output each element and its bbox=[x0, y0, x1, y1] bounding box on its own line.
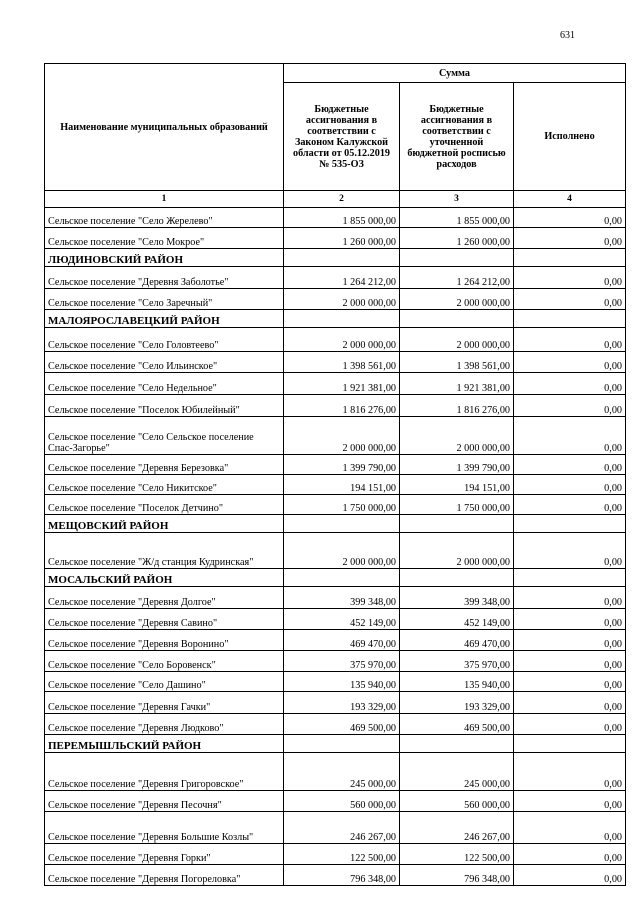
planned-amount-cell: 1 921 381,00 bbox=[284, 373, 400, 395]
table-row bbox=[45, 455, 626, 475]
empty-cell bbox=[514, 249, 626, 267]
refined-amount-cell: 2 000 000,00 bbox=[400, 328, 514, 352]
executed-amount-cell: 0,00 bbox=[514, 289, 626, 310]
executed-amount-cell: 0,00 bbox=[514, 352, 626, 373]
settlement-name-cell: Сельское поселение "Село Жерелево" bbox=[45, 208, 284, 228]
planned-amount-cell: 1 264 212,00 bbox=[284, 267, 400, 289]
table-row bbox=[45, 267, 626, 289]
settlement-name-cell: Сельское поселение "Село Дашино" bbox=[45, 672, 284, 692]
planned-amount-cell: 1 855 000,00 bbox=[284, 208, 400, 228]
planned-amount-cell: 1 750 000,00 bbox=[284, 495, 400, 515]
refined-amount-cell: 122 500,00 bbox=[400, 844, 514, 865]
settlement-name-cell: Сельское поселение "Деревня Заболотье" bbox=[45, 267, 284, 289]
refined-amount-cell: 375 970,00 bbox=[400, 651, 514, 672]
planned-amount-cell: 469 500,00 bbox=[284, 714, 400, 735]
table-row bbox=[45, 714, 626, 735]
table-row bbox=[45, 533, 626, 569]
planned-amount-cell: 1 260 000,00 bbox=[284, 228, 400, 249]
empty-cell bbox=[400, 569, 514, 587]
table-row bbox=[45, 865, 626, 886]
empty-cell bbox=[284, 310, 400, 328]
executed-amount-cell: 0,00 bbox=[514, 753, 626, 791]
table-row bbox=[45, 791, 626, 812]
table-row bbox=[45, 587, 626, 609]
executed-amount-cell: 0,00 bbox=[514, 373, 626, 395]
settlement-name-cell: Сельское поселение "Село Сельское поселение Спас-Загорье" bbox=[45, 417, 284, 455]
planned-amount-cell: 452 149,00 bbox=[284, 609, 400, 630]
executed-amount-cell: 0,00 bbox=[514, 395, 626, 417]
refined-amount-cell: 2 000 000,00 bbox=[400, 417, 514, 455]
planned-amount-cell: 245 000,00 bbox=[284, 753, 400, 791]
column-index-1: 1 bbox=[45, 191, 284, 208]
executed-amount-cell: 0,00 bbox=[514, 692, 626, 714]
planned-amount-cell: 469 470,00 bbox=[284, 630, 400, 651]
executed-amount-cell: 0,00 bbox=[514, 791, 626, 812]
table-row bbox=[45, 672, 626, 692]
executed-amount-cell: 0,00 bbox=[514, 475, 626, 495]
refined-amount-cell: 1 921 381,00 bbox=[400, 373, 514, 395]
refined-amount-cell: 2 000 000,00 bbox=[400, 289, 514, 310]
refined-amount-cell: 2 000 000,00 bbox=[400, 533, 514, 569]
executed-amount-cell: 0,00 bbox=[514, 228, 626, 249]
settlement-name-cell: Сельское поселение "Деревня Воронино" bbox=[45, 630, 284, 651]
refined-amount-cell: 194 151,00 bbox=[400, 475, 514, 495]
refined-amount-cell: 399 348,00 bbox=[400, 587, 514, 609]
settlement-name-cell: Сельское поселение "Деревня Горки" bbox=[45, 844, 284, 865]
column-index-4: 4 bbox=[514, 191, 626, 208]
settlement-name-cell: Сельское поселение "Поселок Детчино" bbox=[45, 495, 284, 515]
executed-amount-cell: 0,00 bbox=[514, 865, 626, 886]
empty-cell bbox=[400, 515, 514, 533]
planned-amount-cell: 2 000 000,00 bbox=[284, 417, 400, 455]
table-row bbox=[45, 812, 626, 844]
planned-amount-cell: 2 000 000,00 bbox=[284, 328, 400, 352]
refined-amount-cell: 469 470,00 bbox=[400, 630, 514, 651]
column-header-executed: Исполнено bbox=[514, 83, 626, 191]
empty-cell bbox=[400, 735, 514, 753]
refined-amount-cell: 1 260 000,00 bbox=[400, 228, 514, 249]
executed-amount-cell: 0,00 bbox=[514, 609, 626, 630]
district-name: МОСАЛЬСКИЙ РАЙОН bbox=[45, 569, 284, 587]
table-row bbox=[45, 495, 626, 515]
executed-amount-cell: 0,00 bbox=[514, 672, 626, 692]
executed-amount-cell: 0,00 bbox=[514, 328, 626, 352]
table-body bbox=[45, 208, 626, 886]
planned-amount-cell: 194 151,00 bbox=[284, 475, 400, 495]
settlement-name-cell: Сельское поселение "Ж/д станция Кудринская" bbox=[45, 533, 284, 569]
settlement-name-cell: Сельское поселение "Деревня Песочня" bbox=[45, 791, 284, 812]
settlement-name-cell: Сельское поселение "Поселок Юбилейный" bbox=[45, 395, 284, 417]
refined-amount-cell: 469 500,00 bbox=[400, 714, 514, 735]
column-header-refined: Бюджетные ассигнования в соответствии с уточненной бюджетной росписью расходов bbox=[400, 83, 514, 191]
planned-amount-cell: 2 000 000,00 bbox=[284, 533, 400, 569]
refined-amount-cell: 1 264 212,00 bbox=[400, 267, 514, 289]
table-row bbox=[45, 328, 626, 352]
table-row bbox=[45, 609, 626, 630]
district-row bbox=[45, 249, 626, 267]
refined-amount-cell: 135 940,00 bbox=[400, 672, 514, 692]
table-row bbox=[45, 692, 626, 714]
planned-amount-cell: 122 500,00 bbox=[284, 844, 400, 865]
settlement-name-cell: Сельское поселение "Деревня Большие Козлы" bbox=[45, 812, 284, 844]
column-index-3: 3 bbox=[400, 191, 514, 208]
planned-amount-cell: 1 399 790,00 bbox=[284, 455, 400, 475]
refined-amount-cell: 1 816 276,00 bbox=[400, 395, 514, 417]
table-row bbox=[45, 630, 626, 651]
settlement-name-cell: Сельское поселение "Деревня Погореловка" bbox=[45, 865, 284, 886]
planned-amount-cell: 375 970,00 bbox=[284, 651, 400, 672]
executed-amount-cell: 0,00 bbox=[514, 714, 626, 735]
settlement-name-cell: Сельское поселение "Деревня Григоровское" bbox=[45, 753, 284, 791]
refined-amount-cell: 1 750 000,00 bbox=[400, 495, 514, 515]
empty-cell bbox=[284, 515, 400, 533]
executed-amount-cell: 0,00 bbox=[514, 455, 626, 475]
executed-amount-cell: 0,00 bbox=[514, 417, 626, 455]
empty-cell bbox=[284, 735, 400, 753]
table-row bbox=[45, 475, 626, 495]
district-name: МЕЩОВСКИЙ РАЙОН bbox=[45, 515, 284, 533]
executed-amount-cell: 0,00 bbox=[514, 812, 626, 844]
table-row bbox=[45, 395, 626, 417]
executed-amount-cell: 0,00 bbox=[514, 630, 626, 651]
settlement-name-cell: Сельское поселение "Деревня Долгое" bbox=[45, 587, 284, 609]
planned-amount-cell: 796 348,00 bbox=[284, 865, 400, 886]
planned-amount-cell: 2 000 000,00 bbox=[284, 289, 400, 310]
district-name: МАЛОЯРОСЛАВЕЦКИЙ РАЙОН bbox=[45, 310, 284, 328]
empty-cell bbox=[400, 310, 514, 328]
executed-amount-cell: 0,00 bbox=[514, 208, 626, 228]
table-row bbox=[45, 228, 626, 249]
planned-amount-cell: 1 398 561,00 bbox=[284, 352, 400, 373]
table-row bbox=[45, 651, 626, 672]
refined-amount-cell: 246 267,00 bbox=[400, 812, 514, 844]
table-row bbox=[45, 289, 626, 310]
district-row bbox=[45, 735, 626, 753]
page-number: 631 bbox=[560, 30, 575, 41]
empty-cell bbox=[514, 735, 626, 753]
column-header-name: Наименование муниципальных образований bbox=[45, 64, 284, 191]
planned-amount-cell: 560 000,00 bbox=[284, 791, 400, 812]
refined-amount-cell: 1 399 790,00 bbox=[400, 455, 514, 475]
settlement-name-cell: Сельское поселение "Село Мокрое" bbox=[45, 228, 284, 249]
settlement-name-cell: Сельское поселение "Село Ильинское" bbox=[45, 352, 284, 373]
settlement-name-cell: Сельское поселение "Село Боровенск" bbox=[45, 651, 284, 672]
district-name: ЛЮДИНОВСКИЙ РАЙОН bbox=[45, 249, 284, 267]
settlement-name-cell: Сельское поселение "Деревня Савино" bbox=[45, 609, 284, 630]
table-row bbox=[45, 373, 626, 395]
planned-amount-cell: 135 940,00 bbox=[284, 672, 400, 692]
planned-amount-cell: 399 348,00 bbox=[284, 587, 400, 609]
settlement-name-cell: Сельское поселение "Деревня Гачки" bbox=[45, 692, 284, 714]
planned-amount-cell: 246 267,00 bbox=[284, 812, 400, 844]
budget-table bbox=[44, 63, 626, 886]
planned-amount-cell: 193 329,00 bbox=[284, 692, 400, 714]
planned-amount-cell: 1 816 276,00 bbox=[284, 395, 400, 417]
table-row bbox=[45, 417, 626, 455]
empty-cell bbox=[284, 569, 400, 587]
executed-amount-cell: 0,00 bbox=[514, 495, 626, 515]
district-row bbox=[45, 569, 626, 587]
refined-amount-cell: 245 000,00 bbox=[400, 753, 514, 791]
empty-cell bbox=[400, 249, 514, 267]
refined-amount-cell: 1 855 000,00 bbox=[400, 208, 514, 228]
empty-cell bbox=[514, 515, 626, 533]
settlement-name-cell: Сельское поселение "Деревня Березовка" bbox=[45, 455, 284, 475]
district-name: ПЕРЕМЫШЛЬСКИЙ РАЙОН bbox=[45, 735, 284, 753]
refined-amount-cell: 452 149,00 bbox=[400, 609, 514, 630]
refined-amount-cell: 796 348,00 bbox=[400, 865, 514, 886]
district-row bbox=[45, 515, 626, 533]
settlement-name-cell: Сельское поселение "Село Головтеево" bbox=[45, 328, 284, 352]
column-header-law: Бюджетные ассигнования в соответствии с Законом Калужской области от 05.12.2019 № 535-ОЗ bbox=[284, 83, 400, 191]
refined-amount-cell: 193 329,00 bbox=[400, 692, 514, 714]
empty-cell bbox=[284, 249, 400, 267]
executed-amount-cell: 0,00 bbox=[514, 651, 626, 672]
refined-amount-cell: 1 398 561,00 bbox=[400, 352, 514, 373]
column-index-2: 2 bbox=[284, 191, 400, 208]
table-row bbox=[45, 352, 626, 373]
executed-amount-cell: 0,00 bbox=[514, 533, 626, 569]
settlement-name-cell: Сельское поселение "Село Недельное" bbox=[45, 373, 284, 395]
column-group-sum: Сумма bbox=[284, 64, 626, 83]
settlement-name-cell: Сельское поселение "Село Никитское" bbox=[45, 475, 284, 495]
settlement-name-cell: Сельское поселение "Деревня Людково" bbox=[45, 714, 284, 735]
empty-cell bbox=[514, 569, 626, 587]
table-row bbox=[45, 844, 626, 865]
executed-amount-cell: 0,00 bbox=[514, 267, 626, 289]
executed-amount-cell: 0,00 bbox=[514, 844, 626, 865]
executed-amount-cell: 0,00 bbox=[514, 587, 626, 609]
settlement-name-cell: Сельское поселение "Село Заречный" bbox=[45, 289, 284, 310]
district-row bbox=[45, 310, 626, 328]
refined-amount-cell: 560 000,00 bbox=[400, 791, 514, 812]
empty-cell bbox=[514, 310, 626, 328]
table-row bbox=[45, 753, 626, 791]
table-row bbox=[45, 208, 626, 228]
